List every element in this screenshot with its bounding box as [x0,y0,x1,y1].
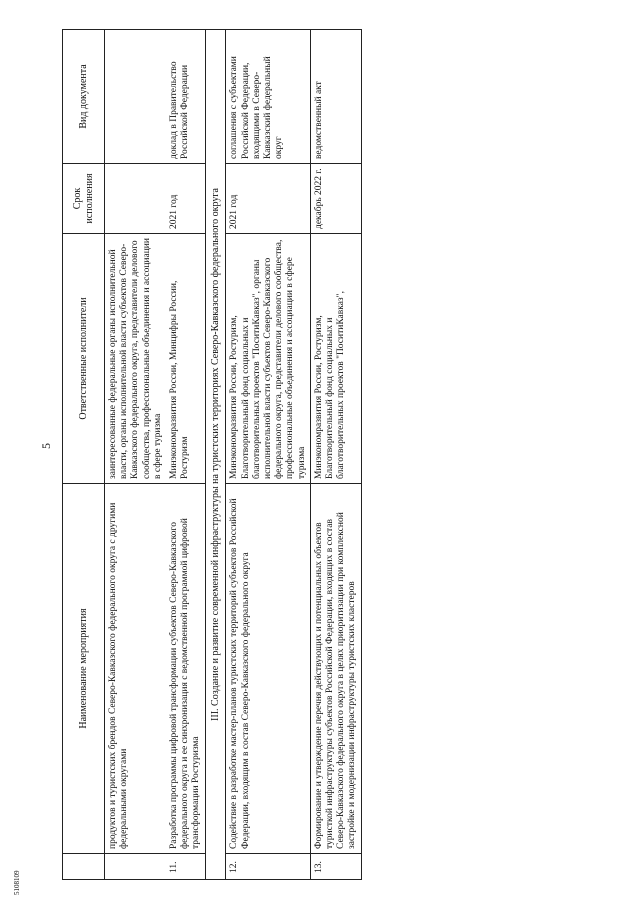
row-executors: Минэкономразвития России, Ростуризм, Благотворительный фонд социальных и благотворительных проектов "ПоситиКавказ", [310,234,361,484]
page-number: 5 [39,443,53,449]
rotated-page [62,30,612,880]
document-code: 5108109 [13,870,21,895]
row-num: 13. [310,854,361,880]
header-deadline: Срок исполнения [63,164,105,234]
row-num [105,854,167,880]
measures-table [62,29,362,880]
section-row [205,30,226,880]
table-row [226,30,310,880]
row-deadline: 2021 год [166,164,205,234]
table-row [105,30,167,880]
table-row [166,30,205,880]
header-name: Наименование мероприятия [63,484,105,854]
row-deadline: 2021 год [226,164,310,234]
row-name: продуктов и туристских брендов Северо-Кавказского федерального округа с другими федеральными округами [105,484,167,854]
row-deadline: декабрь 2022 г. [310,164,361,234]
row-name: Содействие в разработке мастер-планов туристских территорий субъектов Российской Федерации, входящим в состав Северо-Кавказского федерального округа [226,484,310,854]
row-executors: Минэкономразвития России, Ростуризм, Благотворительный фонд социальных и благотворительных проектов "ПоситиКавказ", органы исполнительной власти субъектов Северо-Кавказского федерального округа, представители делового сообщества, профессиональные объединения и ассоциации в сфере туризма [226,234,310,484]
row-executors: Минэкономразвития России, Минцифры России, Ростуризм [166,234,205,484]
row-doc-type: ведомственный акт [310,30,361,164]
row-doc-type: доклад в Правительство Российской Федерации [166,30,205,164]
section-title: III. Создание и развитие современной инфраструктуры на туристских территориях Северо-Кавказского федерального округа [205,30,226,880]
row-name: Формирование и утверждение перечня действующих и потенциальных объектов туристкой инфраструктуры субъектов Российской Федерации, входящих в состав Северо-Кавказского федерального округа в целях приоритизации при комплексной застройке и модернизации инфраструктуры туристских кластеров [310,484,361,854]
header-doc-type: Вид документа [63,30,105,164]
table-row [310,30,361,880]
row-executors: заинтересованные федеральные органы исполнительной власти, органы исполнительной власти субъектов Северо-Кавказского федерального округа, представители делового сообщества, профессиональные объединения и ассоциации в сфере туризма [105,234,167,484]
row-doc-type: соглашения с субъектами Российской Федерации, входящими в Северо-Кавказский федеральный округ [226,30,310,164]
row-name: Разработка программы цифровой трансформации субъектов Северо-Кавказского федерального округа и ее синхронизация с ведомственной программой цифровой трансформации Ростуризма [166,484,205,854]
table-header [63,30,105,880]
header-executors: Ответственные исполнители [63,234,105,484]
row-num: 12. [226,854,310,880]
row-num: 11. [169,861,180,873]
header-num [63,854,105,880]
row-doc-type [105,30,167,164]
row-deadline [105,164,167,234]
